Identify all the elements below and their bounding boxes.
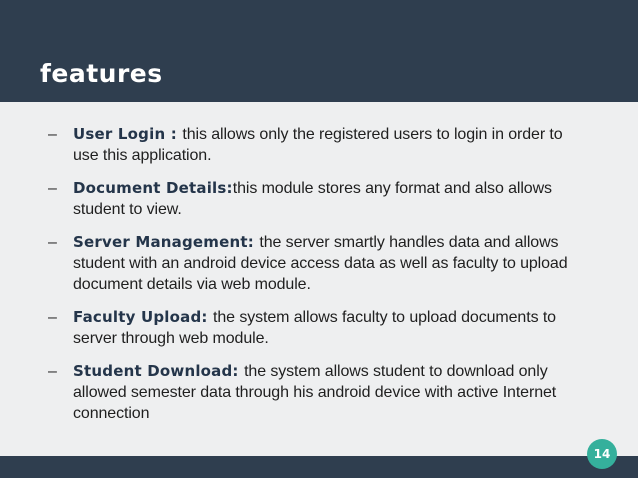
- bullet-heading: User Login :: [73, 125, 183, 143]
- bullet-dash: –: [48, 180, 57, 197]
- bullet-description: this module stores any format and also allows student to view.: [73, 180, 552, 218]
- bullet-item-document-details: [48, 178, 568, 220]
- page-number-badge: 14: [587, 439, 617, 469]
- bullet-dash: –: [48, 126, 57, 143]
- bullet-text: [73, 232, 568, 295]
- bullet-item-student-download: [48, 361, 568, 424]
- bullet-description: the system allows faculty to upload documents to server through web module.: [73, 309, 556, 347]
- bullet-dash: –: [48, 234, 57, 251]
- bullet-heading: Document Details:: [73, 179, 233, 197]
- slide-title: features: [40, 59, 163, 88]
- bullet-dash: –: [48, 309, 57, 326]
- bullet-item-user-login: [48, 124, 568, 166]
- bullet-dash: –: [48, 363, 57, 380]
- title-bar: [0, 0, 638, 102]
- bullet-text: [73, 361, 568, 424]
- bullet-description: the system allows student to download only allowed semester data through his android device with active Internet connection: [73, 363, 557, 422]
- bullet-text: [73, 178, 568, 220]
- bullet-description: the server smartly handles data and allows student with an android device access data as well as faculty to upload document details via web module.: [73, 234, 568, 293]
- footer-bar: [0, 456, 638, 478]
- bullet-item-faculty-upload: [48, 307, 568, 349]
- bullet-heading: Student Download:: [73, 362, 245, 380]
- bullet-item-server-management: [48, 232, 568, 295]
- bullet-text: [73, 124, 568, 166]
- bullet-heading: Faculty Upload:: [73, 308, 214, 326]
- bullet-list: [48, 124, 568, 436]
- bullet-description: this allows only the registered users to login in order to use this application.: [73, 126, 563, 164]
- bullet-text: [73, 307, 568, 349]
- bullet-heading: Server Management:: [73, 233, 260, 251]
